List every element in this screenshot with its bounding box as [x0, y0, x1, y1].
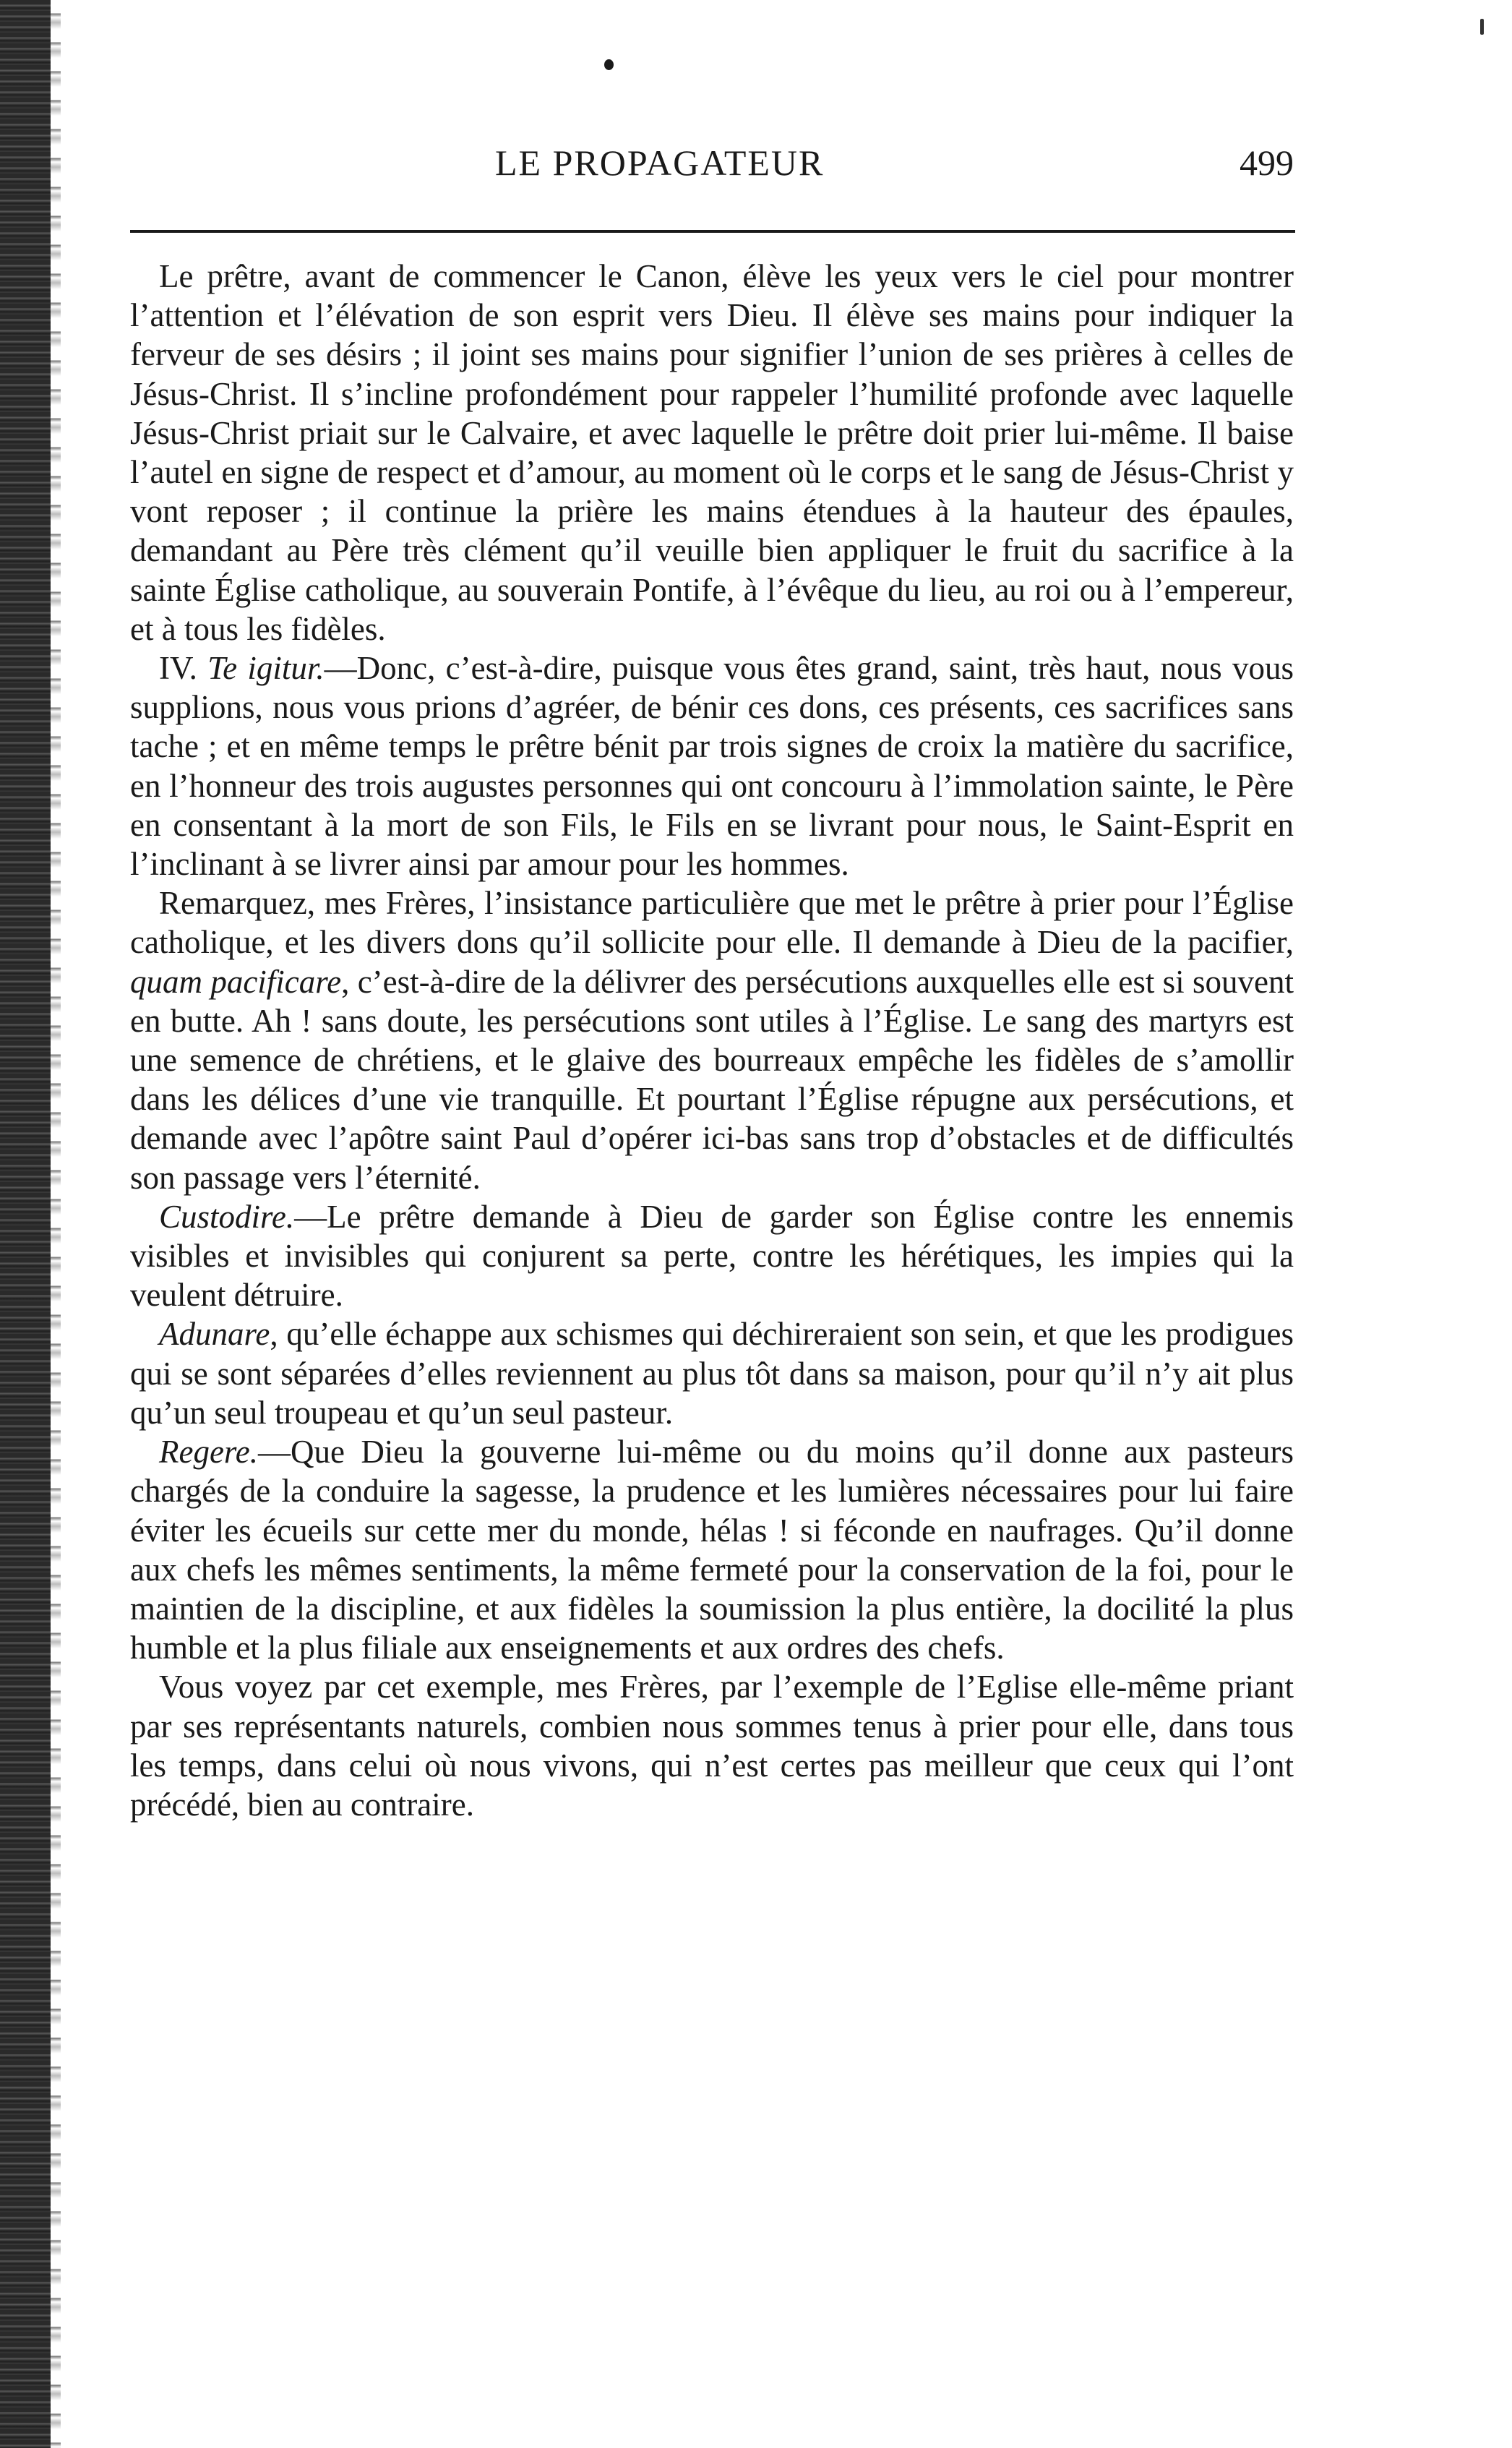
body-text [130, 257, 1294, 1824]
latin-lead: Regere. [159, 1434, 258, 1471]
print-speck [1480, 19, 1484, 35]
paragraph [130, 649, 1294, 883]
paragraph-text: —Le prêtre demande à Dieu de garder son Église contre les ennemis visibles et invisibles qui conjurent sa perte, contre les hérétiques, les impies qui la veulent détruire. [130, 1198, 1294, 1314]
paragraph [130, 1432, 1294, 1667]
page-number: 499 [1240, 142, 1294, 183]
running-header [130, 142, 1294, 188]
paragraph [130, 1667, 1294, 1824]
paragraph [130, 883, 1294, 1197]
paragraph-text: , qu’elle échappe aux schismes qui déchireraient son sein, et que les prodigues qui se sont séparées d’elles reviennent au plus tôt dans sa maison, pour qu’il n’y ait plus qu’un seul troupeau et qu’un seul pasteur. [130, 1316, 1294, 1431]
print-speck [604, 59, 614, 70]
latin-lead: Te igitur. [207, 650, 325, 687]
paragraph-text: , c’est-à-dire de la délivrer des persécutions auxquelles elle est si souvent en butte. Ah ! sans doute, les persécutions sont utiles à l’Église. Le sang des martyrs est une semence de chrétiens, et le glaive des bourreaux empêche les fidèles de s’amollir dans les délices d’une vie tranquille. Et pourtant l’Église répugne aux persécutions, et demande avec l’apôtre saint Paul d’opérer ici-bas sans trop d’obstacles et de difficultés son passage vers l’éternité. [130, 963, 1294, 1196]
latin-lead: Adunare [159, 1316, 270, 1353]
section-number: IV. [159, 650, 208, 687]
paragraph-text: Vous voyez par cet exemple, mes Frères, par l’exemple de l’Eglise elle-même priant par ses représentants naturels, combien nous sommes tenus à prier pour elle, dans tous les temps, dans celui où nous vivons, qui n’est certes pas meilleur que ceux qui l’ont précédé, bien au contraire. [130, 1669, 1294, 1823]
paragraph [130, 257, 1294, 649]
paragraph-text: —Donc, c’est-à-dire, puisque vous êtes grand, saint, très haut, nous vous supplions, nous vous prions d’agréer, de bénir ces dons, ces présents, ces sacrifices sans tache ; et en même temps le prêtre bénit par trois signes de croix la matière du sacrifice, en l’honneur des trois augustes personnes qui ont concouru à l’immolation sainte, le Père en consentant à la mort de son Fils, le Fils en se livrant pour nous, le Saint-Esprit en l’inclinant à se livrer ainsi par amour pour les hommes. [130, 650, 1294, 883]
latin-lead: Custodire. [159, 1198, 295, 1235]
paragraph-text: —Que Dieu la gouverne lui-même ou du moins qu’il donne aux pasteurs chargés de la conduire la sagesse, la prudence et les lumières nécessaires pour lui faire éviter les écueils sur cette mer du monde, hélas ! si féconde en naufrages. Qu’il donne aux chefs les mêmes sentiments, la même fermeté pour la conservation de la foi, pour le maintien de la discipline, et aux fidèles la soumission la plus entière, la docilité la plus humble et la plus filiale aux enseignements et aux ordres des chefs. [130, 1434, 1294, 1666]
paragraph-text: Le prêtre, avant de commencer le Canon, élève les yeux vers le ciel pour montrer l’attention et l’élévation de son esprit vers Dieu. Il élève ses mains pour indiquer la ferveur de ses désirs ; il joint ses mains pour signifier l’union de ses prières à celles de Jésus-Christ. Il s’incline profondément pour rappeler l’humilité profonde avec laquelle Jésus-Christ priait sur le Calvaire, et avec laquelle le prêtre doit prier lui-même. Il baise l’autel en signe de respect et d’amour, au moment où le corps et le sang de Jésus-Christ y vont reposer ; il continue la prière les mains étendues à la hauteur des épaules, demandant au Père très clément qu’il veuille bien appliquer le fruit du sacrifice à la sainte Église catholique, au souverain Pontife, à l’évêque du lieu, au roi ou à l’empereur, et à tous les fidèles. [130, 258, 1294, 647]
running-title: LE PROPAGATEUR [495, 142, 825, 183]
latin-inline: quam pacificare [130, 963, 342, 1000]
header-rule [130, 230, 1295, 233]
paragraph [130, 1197, 1294, 1315]
paragraph [130, 1314, 1294, 1432]
paragraph-text: Remarquez, mes Frères, l’insistance particulière que met le prêtre à prier pour l’Église catholique, et les divers dons qu’il sollicite pour elle. Il demande à Dieu de la pacifier, [130, 885, 1294, 961]
scanned-page-spine [0, 0, 51, 2448]
